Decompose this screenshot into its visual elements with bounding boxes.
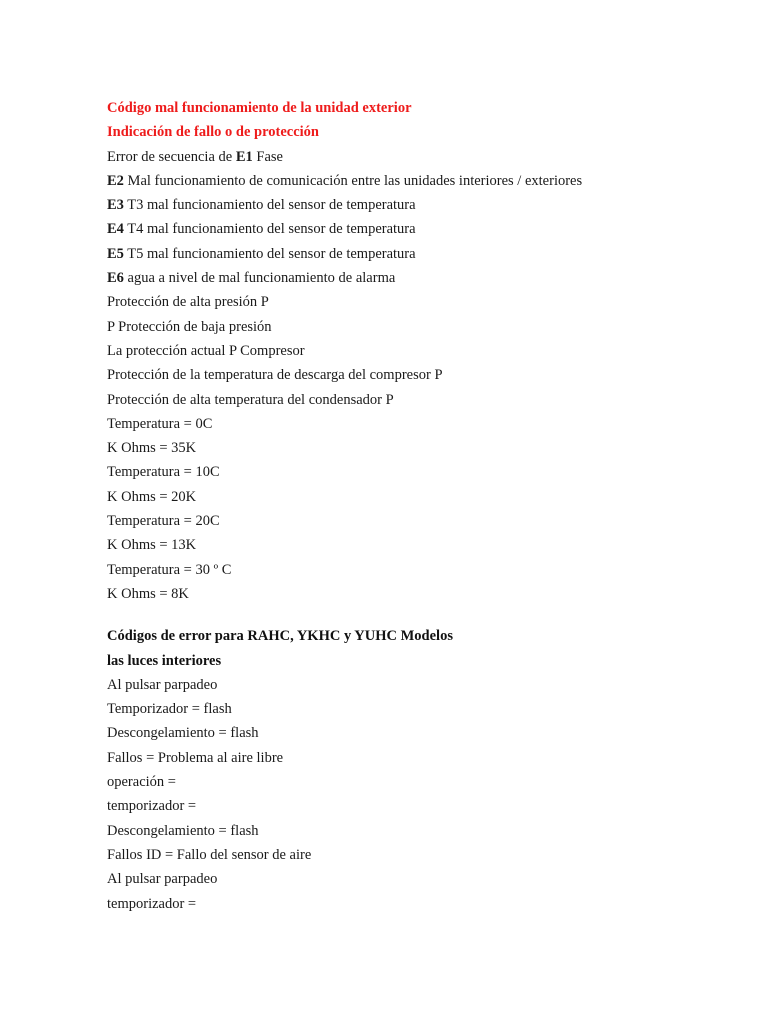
error-code-e3: E3 <box>107 197 124 214</box>
text-line: temporizador = <box>107 798 197 815</box>
text-line: Fallos = Problema al aire libre <box>107 749 284 766</box>
e4-text: T4 mal funcionamiento del sensor de temperatura <box>123 221 416 238</box>
section-subtitle-fault-indication: Indicación de fallo o de protección <box>107 124 319 141</box>
text-line: K Ohms = 35K <box>107 440 197 457</box>
error-line-e6 <box>107 266 747 290</box>
text-line: K Ohms = 8K <box>107 585 189 602</box>
error-line-e2 <box>107 169 747 193</box>
text-line: temporizador = <box>107 895 197 912</box>
text-line: K Ohms = 13K <box>107 537 197 554</box>
error-code-e6: E6 <box>107 270 124 287</box>
error-line-e3 <box>107 193 747 217</box>
text-line: Temperatura = 0C <box>107 415 213 432</box>
text-line: Al pulsar parpadeo <box>107 871 218 888</box>
e3-text: T3 mal funcionamiento del sensor de temperatura <box>123 197 416 214</box>
text-line: Protección de alta temperatura del condensador P <box>107 391 394 408</box>
error-line-e4 <box>107 217 747 241</box>
text-line: Descongelamiento = flash <box>107 822 259 839</box>
error-code-e5: E5 <box>107 245 124 262</box>
text-line: Fallos ID = Fallo del sensor de aire <box>107 846 312 863</box>
e5-text: T5 mal funcionamiento del sensor de temperatura <box>123 245 416 262</box>
e6-text: agua a nivel de mal funcionamiento de alarma <box>123 270 396 287</box>
section-title-error-codes-models: Códigos de error para RAHC, YKHC y YUHC Modelos <box>107 628 453 645</box>
error-line-e5 <box>107 242 747 266</box>
e1-suffix: Fase <box>252 148 283 165</box>
e2-text: Mal funcionamiento de comunicación entre las unidades interiores / exteriores <box>123 172 583 189</box>
error-line-e1 <box>107 145 747 169</box>
text-line: La protección actual P Compresor <box>107 342 305 359</box>
text-line: Temperatura = 10C <box>107 464 220 481</box>
section-subtitle-indoor-lights: las luces interiores <box>107 652 222 669</box>
error-code-e4: E4 <box>107 221 124 238</box>
text-line: P Protección de baja presión <box>107 318 272 335</box>
text-line: Protección de la temperatura de descarga del compresor P <box>107 367 443 384</box>
e1-prefix: Error de secuencia de <box>107 148 236 165</box>
text-line: Al pulsar parpadeo <box>107 676 218 693</box>
text-line: Temperatura = 20C <box>107 513 220 530</box>
text-line: Temperatura = 30 º C <box>107 561 232 578</box>
section-gap <box>107 606 747 624</box>
text-line: operación = <box>107 774 176 791</box>
error-code-e1: E1 <box>235 148 253 165</box>
text-line: K Ohms = 20K <box>107 488 197 505</box>
section-title-outdoor-malfunction: Código mal funcionamiento de la unidad exterior <box>107 100 412 116</box>
error-code-e2: E2 <box>107 172 124 189</box>
document-page <box>107 96 747 916</box>
text-line: Temporizador = flash <box>107 701 232 718</box>
text-line: Descongelamiento = flash <box>107 725 259 742</box>
text-line: Protección de alta presión P <box>107 294 269 311</box>
